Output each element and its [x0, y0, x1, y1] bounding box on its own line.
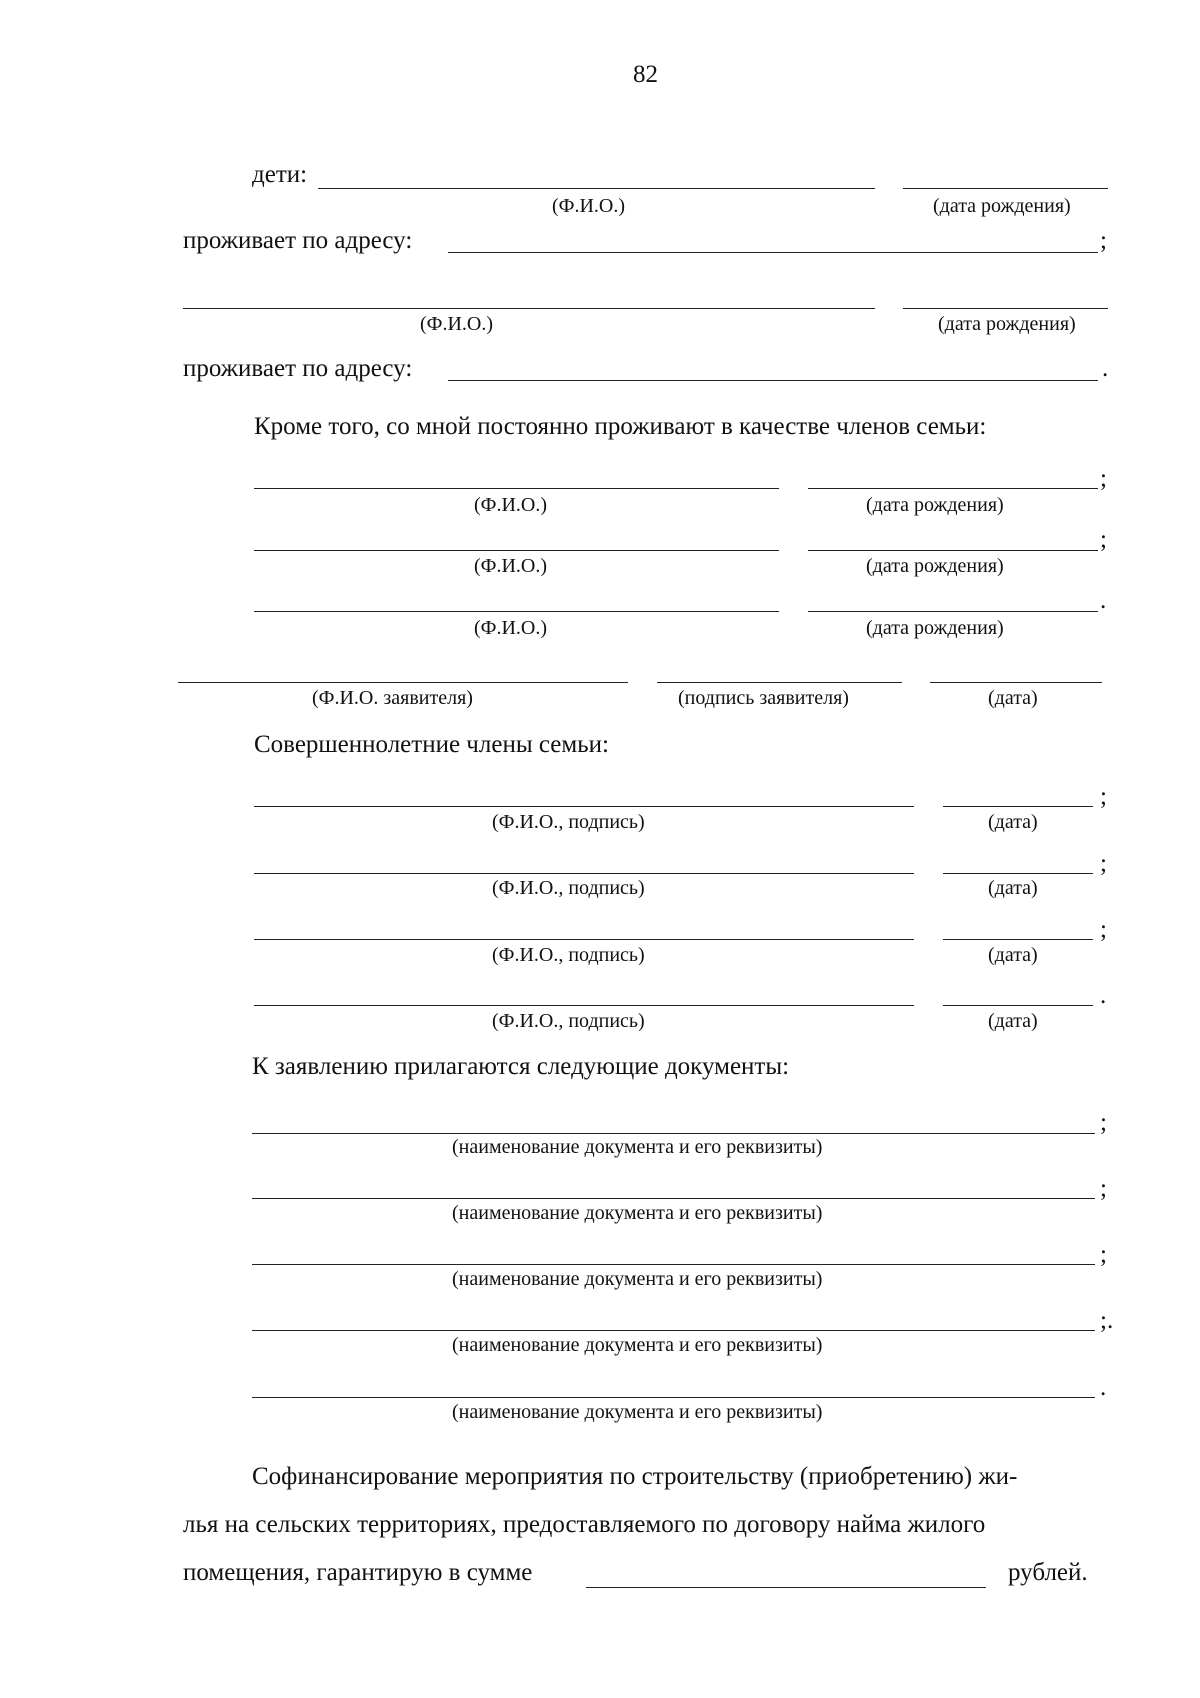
family-birth-line-2[interactable]: [808, 550, 1098, 551]
adult-fio-caption-1: (Ф.И.О., подпись): [492, 811, 645, 833]
adult-fio-caption-4: (Ф.И.О., подпись): [492, 1010, 645, 1032]
document-end-4: ;.: [1100, 1307, 1114, 1334]
applicant-fio-line[interactable]: [178, 682, 628, 683]
adult-fio-line-1[interactable]: [254, 806, 914, 807]
adult-fio-caption-3: (Ф.И.О., подпись): [492, 944, 645, 966]
applicant-date-line[interactable]: [930, 682, 1102, 683]
adult-date-caption-4: (дата): [988, 1010, 1038, 1032]
adult-end-2: ;: [1100, 850, 1107, 877]
cofinancing-line-3-end: рублей.: [1008, 1559, 1088, 1586]
family-members-intro: Кроме того, со мной постоянно проживают в качестве членов семьи:: [254, 413, 987, 440]
adult-end-3: ;: [1100, 916, 1107, 943]
cofinancing-amount-line[interactable]: [586, 1587, 986, 1588]
address-line-2[interactable]: [448, 380, 1098, 381]
document-line-4[interactable]: [252, 1330, 1095, 1331]
document-caption-2: (наименование документа и его реквизиты): [452, 1202, 823, 1224]
address-label-2: проживает по адресу:: [183, 355, 413, 382]
family-birth-caption-1: (дата рождения): [866, 494, 1004, 516]
family-fio-caption-2: (Ф.И.О.): [474, 555, 548, 577]
children-fio-caption-1: (Ф.И.О.): [552, 195, 626, 217]
document-end-2: ;: [1100, 1175, 1107, 1202]
document-caption-1: (наименование документа и его реквизиты): [452, 1136, 823, 1158]
adult-end-1: ;: [1100, 783, 1107, 810]
document-caption-5: (наименование документа и его реквизиты): [452, 1401, 823, 1423]
adult-date-line-3[interactable]: [943, 939, 1093, 940]
address-label-1: проживает по адресу:: [183, 227, 413, 254]
family-birth-line-3[interactable]: [808, 611, 1098, 612]
document-end-5: .: [1100, 1374, 1107, 1401]
adult-date-line-2[interactable]: [943, 873, 1093, 874]
address-line-1[interactable]: [448, 252, 1098, 253]
document-line-3[interactable]: [252, 1264, 1095, 1265]
family-birth-line-1[interactable]: [808, 488, 1098, 489]
family-fio-line-1[interactable]: [254, 488, 779, 489]
adult-date-caption-2: (дата): [988, 877, 1038, 899]
address-end-1: ;: [1100, 227, 1107, 254]
family-birth-caption-3: (дата рождения): [866, 617, 1004, 639]
children-birth-caption-1: (дата рождения): [933, 195, 1071, 217]
adult-fio-line-3[interactable]: [254, 939, 914, 940]
adult-date-line-1[interactable]: [943, 806, 1093, 807]
family-fio-caption-3: (Ф.И.О.): [474, 617, 548, 639]
family-fio-line-2[interactable]: [254, 550, 779, 551]
children-label: дети:: [252, 161, 308, 188]
children-fio-line-2[interactable]: [183, 308, 875, 309]
family-end-1: ;: [1100, 465, 1107, 492]
children-birth-line-1[interactable]: [903, 188, 1108, 189]
applicant-signature-line[interactable]: [657, 682, 902, 683]
document-caption-4: (наименование документа и его реквизиты): [452, 1334, 823, 1356]
applicant-fio-caption: (Ф.И.О. заявителя): [312, 687, 473, 709]
applicant-signature-caption: (подпись заявителя): [678, 687, 849, 709]
cofinancing-line-3-start: помещения, гарантирую в сумме: [183, 1559, 533, 1586]
document-line-1[interactable]: [252, 1133, 1095, 1134]
document-line-2[interactable]: [252, 1198, 1095, 1199]
document-end-1: ;: [1100, 1109, 1107, 1136]
children-fio-line-1[interactable]: [318, 188, 875, 189]
page-number: 82: [633, 61, 658, 88]
adult-date-caption-1: (дата): [988, 811, 1038, 833]
cofinancing-line-2: лья на сельских территориях, предоставляемого по договору найма жилого: [183, 1511, 986, 1538]
adult-fio-line-2[interactable]: [254, 873, 914, 874]
children-birth-line-2[interactable]: [903, 308, 1108, 309]
document-end-3: ;: [1100, 1241, 1107, 1268]
adult-fio-caption-2: (Ф.И.О., подпись): [492, 877, 645, 899]
cofinancing-line-1: Софинансирование мероприятия по строительству (приобретению) жи-: [252, 1463, 1018, 1490]
family-fio-line-3[interactable]: [254, 611, 779, 612]
family-fio-caption-1: (Ф.И.О.): [474, 494, 548, 516]
address-end-2: .: [1102, 355, 1109, 382]
family-end-2: ;: [1100, 526, 1107, 553]
children-fio-caption-2: (Ф.И.О.): [420, 313, 494, 335]
family-birth-caption-2: (дата рождения): [866, 555, 1004, 577]
adult-end-4: .: [1100, 982, 1107, 1009]
adult-date-line-4[interactable]: [943, 1005, 1093, 1006]
document-caption-3: (наименование документа и его реквизиты): [452, 1268, 823, 1290]
documents-title: К заявлению прилагаются следующие документы:: [252, 1053, 790, 1080]
applicant-date-caption: (дата): [988, 687, 1038, 709]
family-end-3: .: [1100, 587, 1107, 614]
adult-members-title: Совершеннолетние члены семьи:: [254, 731, 609, 758]
adult-date-caption-3: (дата): [988, 944, 1038, 966]
adult-fio-line-4[interactable]: [254, 1005, 914, 1006]
document-line-5[interactable]: [252, 1397, 1095, 1398]
children-birth-caption-2: (дата рождения): [938, 313, 1076, 335]
